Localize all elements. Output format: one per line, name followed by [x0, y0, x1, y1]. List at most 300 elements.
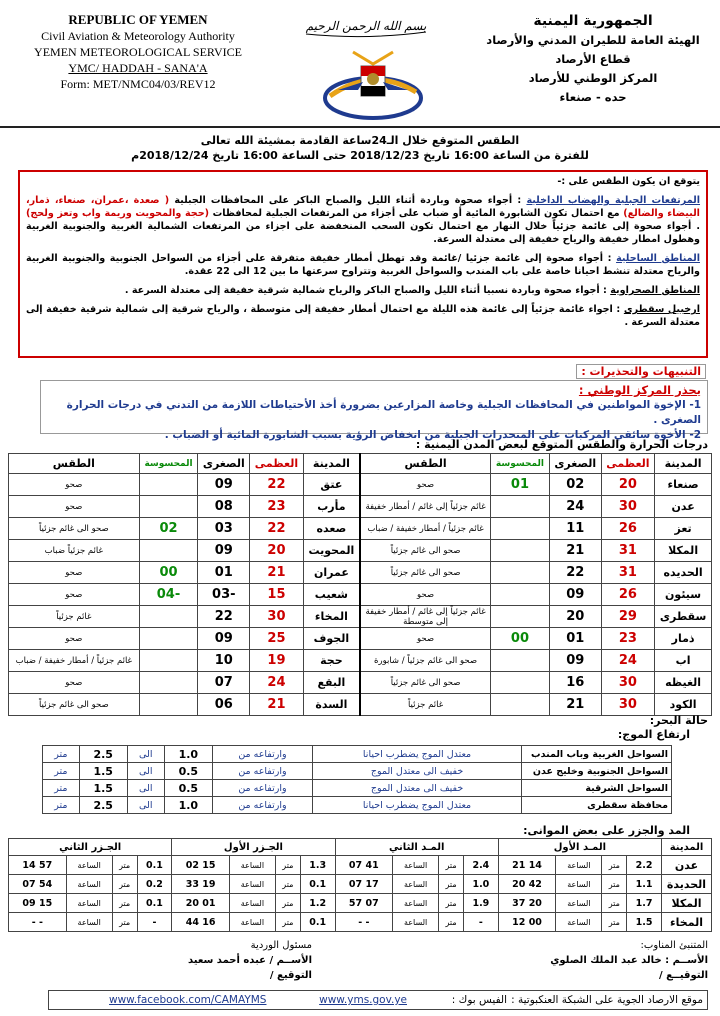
- tide-minute: 44: [185, 916, 199, 928]
- footer: [48, 990, 708, 1010]
- tide-unit: متر: [275, 894, 300, 913]
- table-row: [9, 913, 712, 932]
- weather-desc: صحو: [360, 584, 491, 606]
- header-en-line: Civil Aviation & Meteorology Authority: [41, 29, 235, 43]
- tide-col-low1: الجـزر الأول: [172, 839, 335, 856]
- city-name: عمران: [303, 562, 360, 584]
- weather-desc: صحو الى غائم جزئياً / شابورة: [360, 650, 491, 672]
- weather-desc: صحو الى غائم جزئياً: [360, 672, 491, 694]
- city-name: عدن: [655, 496, 712, 518]
- tide-unit: متر: [112, 894, 137, 913]
- city-name: تعز: [655, 518, 712, 540]
- weather-desc: صحو: [9, 562, 140, 584]
- min-temp: 01: [549, 628, 601, 650]
- max-temp: 21: [250, 694, 303, 716]
- tide-hour: 19: [202, 878, 216, 890]
- city-name: سقطرى: [655, 606, 712, 628]
- felt-temp: [491, 518, 550, 540]
- tide-minute: 07: [348, 878, 363, 890]
- tide-hour: 20: [528, 897, 542, 909]
- min-temp: 21: [549, 540, 601, 562]
- felt-temp: [139, 672, 198, 694]
- tide-minute: -: [358, 916, 363, 928]
- tide-time: [498, 856, 556, 875]
- facebook-link[interactable]: www.facebook.com/CAMAYMS: [109, 994, 267, 1006]
- tide-hour-label: الساعة: [393, 875, 439, 894]
- table-row: [9, 562, 712, 584]
- tide-col-high1: المـد الأول: [498, 839, 661, 856]
- max-temp: 15: [250, 584, 303, 606]
- weather-desc: صحو الى غائم جزئياً: [9, 694, 140, 716]
- tide-unit: متر: [112, 913, 137, 932]
- tide-unit: متر: [439, 913, 464, 932]
- tide-caption: المد والجزر على بعض الموانى:: [523, 824, 690, 837]
- table-row: [43, 780, 672, 797]
- col-max: العظمى: [601, 454, 654, 474]
- mountains-heading: المرتفعات الجبلية والهضاب الداخلية: [526, 195, 701, 206]
- header-ar-line: المركز الوطني للأرصاد: [528, 71, 658, 85]
- wave-from-label: وارتفاعه من: [212, 780, 312, 797]
- max-temp: 31: [601, 562, 654, 584]
- tide-minute: 21: [512, 859, 526, 871]
- tide-hour-label: الساعة: [229, 856, 275, 875]
- header-en-line: YEMEN METEOROLOGICAL SERVICE: [34, 45, 242, 59]
- tide-minute: 14: [22, 859, 36, 871]
- weather-desc: صحو الى غائم جزئياً: [9, 518, 140, 540]
- weather-desc: صحو الى غائم جزئياً: [360, 562, 491, 584]
- tide-height: 1.0: [463, 875, 498, 894]
- forecast-desert: [26, 284, 700, 297]
- tide-height: 1.9: [463, 894, 498, 913]
- wave-to: 2.5: [79, 797, 127, 814]
- felt-temp: [491, 540, 550, 562]
- tide-height: 1.5: [627, 913, 662, 932]
- weather-desc: غائم جزئياً إلى غائم / أمطار خفيفة: [360, 496, 491, 518]
- tide-unit: متر: [602, 875, 627, 894]
- tide-hour-label: الساعة: [66, 913, 112, 932]
- tide-time: [172, 875, 230, 894]
- min-temp: 03: [198, 518, 250, 540]
- tide-minute: 37: [512, 897, 526, 909]
- tide-height: 0.1: [300, 913, 335, 932]
- table-row: [9, 496, 712, 518]
- tide-minute: 12: [512, 916, 526, 928]
- header-arabic: [478, 12, 708, 107]
- tide-height: 0.1: [137, 894, 172, 913]
- wave-from: 0.5: [164, 780, 212, 797]
- weather-desc: صحو: [9, 474, 140, 496]
- max-temp: 30: [601, 496, 654, 518]
- wave-area: السواحل الجنوبية وخليج عدن: [522, 763, 672, 780]
- site-label: موقع الارصاد الجوية على الشبكة العنكبوتية :: [511, 994, 703, 1006]
- tide-hour-label: الساعة: [556, 875, 602, 894]
- table-row: [9, 606, 712, 628]
- tide-time: [9, 875, 67, 894]
- wave-from-label: وارتفاعه من: [212, 797, 312, 814]
- tide-unit: متر: [112, 856, 137, 875]
- max-temp: 20: [250, 540, 303, 562]
- table-row: [43, 763, 672, 780]
- desert-text: : أجواء صحوة وباردة نسبيا أثناء الليل والصباح الباكر والرياح شمالية شرقية خفيفة إلى معتدلة السرعة .: [124, 285, 607, 296]
- table-row: [9, 894, 712, 913]
- max-temp: 22: [250, 474, 303, 496]
- tide-unit: متر: [275, 913, 300, 932]
- city-name: شعيب: [303, 584, 360, 606]
- forecast-box: [18, 170, 708, 358]
- wave-area: محافظة سقطرى: [522, 797, 672, 814]
- col-weather: الطقس: [360, 454, 491, 474]
- felt-temp: [139, 628, 198, 650]
- table-row: [9, 875, 712, 894]
- table-row: [9, 672, 712, 694]
- forecast-title-block: [20, 133, 700, 163]
- city-name: صنعاء: [655, 474, 712, 496]
- cities-table-caption: درجات الحرارة والطقس المتوقع لبعض المدن اليمنية :: [415, 438, 708, 451]
- coast-text: : أجواء صحوة إلى غائمة جزئيا /غائمة وقد تهطل أمطار خفيفة متفرقة على أجزاء من السواحل الجنوبية والجنوبية الغربية والرياح معتدلة تنشط احيانا خاصة على باب المندب والسواحل الغربية وتتراوح سرعتها ما بين 12 الى 22 عقدة.: [26, 253, 700, 277]
- min-temp: 09: [549, 650, 601, 672]
- city-name: المخاء: [303, 606, 360, 628]
- forecast-coast: [26, 252, 700, 278]
- wave-to-label: الى: [127, 797, 164, 814]
- tide-time: [335, 913, 393, 932]
- mountains-regions-2: (حجة والمحويت وريمة واب وتعز ولحج): [26, 208, 209, 219]
- city-name: السدة: [303, 694, 360, 716]
- tide-hour-label: الساعة: [393, 913, 439, 932]
- socotra-text: : اجواء غائمة جزئياً إلى غائمة هذه الليلة مع احتمال أمطار خفيفة إلى متوسطة ، والرياح شرقية إلى شمالية شرقية خفيفة إلى معتدلة السرعة .: [26, 304, 700, 328]
- col-min: الصغرى: [549, 454, 601, 474]
- header-en-line: YMC/ HADDAH - SANA'A: [68, 61, 208, 75]
- tide-hour-label: الساعة: [229, 894, 275, 913]
- tide-height: 2.4: [463, 856, 498, 875]
- wave-unit: متر: [43, 763, 80, 780]
- col-max: العظمى: [250, 454, 303, 474]
- header-divider: [0, 126, 720, 128]
- sign-line: التوقيــع /: [659, 970, 708, 981]
- felt-temp: [139, 496, 198, 518]
- min-temp: 20: [549, 606, 601, 628]
- wave-to: 1.5: [79, 763, 127, 780]
- min-temp: 16: [549, 672, 601, 694]
- min-temp: 22: [549, 562, 601, 584]
- max-temp: 22: [250, 518, 303, 540]
- warnings-box: [40, 380, 708, 441]
- tide-height: 0.1: [300, 875, 335, 894]
- header: [8, 8, 712, 126]
- cities-table: [8, 453, 712, 716]
- tide-time: [335, 875, 393, 894]
- sea-state-caption: حالة البحر:: [649, 714, 708, 727]
- sign-line: الأســم / عبده أحمد سعيد: [187, 955, 312, 966]
- wave-table: [42, 745, 672, 814]
- tide-hour: 54: [38, 878, 53, 890]
- wave-from-label: وارتفاعه من: [212, 763, 312, 780]
- tide-col-city: المدينة: [662, 839, 712, 856]
- tide-unit: متر: [275, 856, 300, 875]
- tide-hour: 15: [202, 859, 216, 871]
- sign-line: مسئول الوردية: [250, 940, 312, 951]
- wave-unit: متر: [43, 780, 80, 797]
- forecast-mountains: [26, 194, 700, 246]
- warnings-heading: يحذر المركز الوطني :: [578, 383, 701, 397]
- tide-table: [8, 838, 712, 932]
- weather-desc: صحو: [9, 628, 140, 650]
- wave-from-label: وارتفاعه من: [212, 746, 312, 763]
- mountains-text: : أجواء صحوة وباردة أثناء الليل والصباح الباكر على المحافظات الجبلية: [174, 195, 522, 206]
- tide-unit: متر: [602, 894, 627, 913]
- tide-time: [9, 894, 67, 913]
- wave-desc: معتدل الموج يضطرب احيانا: [313, 746, 522, 763]
- tide-hour-label: الساعة: [556, 856, 602, 875]
- tide-hour: 57: [38, 859, 53, 871]
- shift-supervisor-signature: [112, 938, 312, 983]
- sign-line: المتنبئ المناوب:: [640, 940, 708, 951]
- tide-city: المكلا: [662, 894, 712, 913]
- max-temp: 23: [601, 628, 654, 650]
- col-city: المدينة: [655, 454, 712, 474]
- felt-temp: [491, 562, 550, 584]
- weather-desc: صحو: [360, 628, 491, 650]
- max-temp: 26: [601, 584, 654, 606]
- coast-heading: المناطق الساحلية: [616, 253, 700, 264]
- tide-time: [498, 913, 556, 932]
- tide-hour: 07: [365, 897, 379, 909]
- min-temp: 21: [549, 694, 601, 716]
- city-name: الكود: [655, 694, 712, 716]
- tide-col-low2: الجـزر الثاني: [9, 839, 172, 856]
- felt-temp: -04: [139, 584, 198, 606]
- weather-desc: غائم جزئياً ضباب: [9, 540, 140, 562]
- signatures: [12, 938, 708, 988]
- warnings-title: التنبيهات والتحذيرات :: [576, 364, 706, 379]
- weather-desc: غائم جزئياً: [360, 694, 491, 716]
- col-weather: الطقس: [9, 454, 140, 474]
- wave-desc: خفيف الى معتدل الموج: [313, 780, 522, 797]
- tide-minute: 09: [22, 897, 36, 909]
- min-temp: 09: [198, 474, 250, 496]
- site-link[interactable]: www.yms.gov.ye: [319, 994, 407, 1006]
- tide-unit: متر: [112, 875, 137, 894]
- tide-height: 1.1: [627, 875, 662, 894]
- socotra-heading: ارخبيل سقطرى: [623, 304, 700, 315]
- weather-desc: صحو الى غائم جزئياً: [360, 540, 491, 562]
- desert-heading: المناطق الصحراوية: [610, 285, 700, 296]
- forecast-socotra: [26, 303, 700, 329]
- tide-city: عدن: [662, 856, 712, 875]
- tide-hour: 15: [38, 897, 53, 909]
- forecaster-signature: [448, 938, 708, 983]
- tide-hour: 42: [528, 878, 542, 890]
- table-row: [43, 797, 672, 814]
- felt-temp: [139, 606, 198, 628]
- wave-from: 1.0: [164, 797, 212, 814]
- min-temp: 09: [198, 540, 250, 562]
- felt-temp: [139, 694, 198, 716]
- tide-time: [335, 894, 393, 913]
- tide-hour: 14: [528, 859, 542, 871]
- wave-to: 1.5: [79, 780, 127, 797]
- wave-to-label: الى: [127, 746, 164, 763]
- wave-from: 1.0: [164, 746, 212, 763]
- tide-hour-label: الساعة: [66, 856, 112, 875]
- col-min: الصغرى: [198, 454, 250, 474]
- min-temp: 11: [549, 518, 601, 540]
- tide-height: -: [463, 913, 498, 932]
- tide-time: [498, 875, 556, 894]
- tide-unit: متر: [439, 875, 464, 894]
- min-temp: 09: [549, 584, 601, 606]
- felt-temp: [491, 672, 550, 694]
- basmala-calligraphy: [296, 10, 436, 40]
- tide-height: 2.2: [627, 856, 662, 875]
- wave-desc: خفيف الى معتدل الموج: [313, 763, 522, 780]
- tide-unit: متر: [602, 856, 627, 875]
- max-temp: 31: [601, 540, 654, 562]
- tide-hour: 17: [365, 878, 379, 890]
- felt-temp: [491, 496, 550, 518]
- city-name: المحويت: [303, 540, 360, 562]
- tide-height: 0.1: [137, 856, 172, 875]
- header-en-line: REPUBLIC OF YEMEN: [68, 12, 208, 27]
- header-en-line: Form: MET/NMC04/03/REV12: [60, 77, 216, 91]
- tide-hour-label: الساعة: [556, 913, 602, 932]
- max-temp: 30: [601, 672, 654, 694]
- tide-unit: متر: [439, 856, 464, 875]
- max-temp: 29: [601, 606, 654, 628]
- city-name: سيئون: [655, 584, 712, 606]
- tide-height: 1.2: [300, 894, 335, 913]
- sign-line: الأســم : خالد عبد الملك الصلوي: [550, 955, 708, 966]
- tide-hour-label: الساعة: [393, 894, 439, 913]
- tide-city: المخاء: [662, 913, 712, 932]
- wave-area: السواحل الشرقية: [522, 780, 672, 797]
- tide-time: [9, 913, 67, 932]
- facebook-label: الفيس بوك :: [451, 994, 507, 1006]
- tide-minute: 33: [185, 878, 199, 890]
- min-temp: 01: [198, 562, 250, 584]
- wave-unit: متر: [43, 797, 80, 814]
- felt-temp: [491, 606, 550, 628]
- tide-height: 1.3: [300, 856, 335, 875]
- felt-temp: [139, 540, 198, 562]
- wave-height-caption: ارتفاع الموج:: [617, 728, 690, 741]
- weather-desc: صحو: [360, 474, 491, 496]
- min-temp: 07: [198, 672, 250, 694]
- max-temp: 24: [250, 672, 303, 694]
- wave-desc: معتدل الموج يضطرب احيانا: [313, 797, 522, 814]
- max-temp: 30: [250, 606, 303, 628]
- tide-city: الحديدة: [662, 875, 712, 894]
- tide-height: 0.2: [137, 875, 172, 894]
- felt-temp: 01: [491, 474, 550, 496]
- tide-minute: 07: [348, 859, 363, 871]
- tide-time: [172, 894, 230, 913]
- tide-header-row: [9, 839, 712, 856]
- city-name: عتق: [303, 474, 360, 496]
- table-row: [9, 474, 712, 496]
- tide-hour: 00: [528, 916, 542, 928]
- max-temp: 30: [601, 694, 654, 716]
- wave-from: 0.5: [164, 763, 212, 780]
- sign-line: التوقيع /: [269, 970, 312, 981]
- tide-height: 1.7: [627, 894, 662, 913]
- warning-item: 1- الإخوة المواطنين في المحافظات الجبلية وخاصة المزارعين بضرورة أخذ الأحتياطات اللازمة من التدني في درجات الحرارة الصغرى .: [66, 399, 701, 426]
- min-temp: 06: [198, 694, 250, 716]
- table-row: [9, 518, 712, 540]
- col-obs: المحسوسة: [139, 454, 198, 474]
- header-ar-line: الهيئة العامة للطيران المدني والأرصاد: [486, 33, 700, 47]
- mountains-text-2: مع احتمال تكون الشابورة المائية أو ضباب على أجزاء من المرتفعات الجبلية لمحافظات: [212, 208, 620, 219]
- min-temp: 08: [198, 496, 250, 518]
- city-name: حجة: [303, 650, 360, 672]
- city-name: البقع: [303, 672, 360, 694]
- felt-temp: [139, 474, 198, 496]
- tide-hour-label: الساعة: [556, 894, 602, 913]
- city-name: ذمار: [655, 628, 712, 650]
- tide-hour: 01: [202, 897, 216, 909]
- tide-col-high2: المـد الثاني: [335, 839, 498, 856]
- weather-desc: صحو: [9, 584, 140, 606]
- tide-minute: 07: [22, 878, 36, 890]
- table-row: [9, 628, 712, 650]
- tide-hour: -: [38, 916, 43, 928]
- svg-text:بسم الله الرحمن الرحيم: بسم الله الرحمن الرحيم: [305, 19, 427, 33]
- tide-hour: -: [365, 916, 370, 928]
- min-temp: 10: [198, 650, 250, 672]
- weather-desc: غائم جزئياً / أمطار خفيفة / ضباب: [9, 650, 140, 672]
- tide-unit: متر: [275, 875, 300, 894]
- tide-hour: 16: [202, 916, 216, 928]
- wave-to: 2.5: [79, 746, 127, 763]
- tide-height: -: [137, 913, 172, 932]
- wave-to-label: الى: [127, 780, 164, 797]
- weather-desc: صحو: [9, 672, 140, 694]
- max-temp: 19: [250, 650, 303, 672]
- col-obs: المحسوسة: [491, 454, 550, 474]
- min-temp: 22: [198, 606, 250, 628]
- weather-desc: غائم جزئياً: [9, 606, 140, 628]
- max-temp: 25: [250, 628, 303, 650]
- tide-time: [335, 856, 393, 875]
- tide-hour-label: الساعة: [66, 894, 112, 913]
- felt-temp: [491, 650, 550, 672]
- tide-time: [498, 894, 556, 913]
- city-name: المكلا: [655, 540, 712, 562]
- max-temp: 23: [250, 496, 303, 518]
- felt-temp: 02: [139, 518, 198, 540]
- tide-hour-label: الساعة: [229, 913, 275, 932]
- table-row: [43, 746, 672, 763]
- tide-unit: متر: [439, 894, 464, 913]
- tide-hour-label: الساعة: [393, 856, 439, 875]
- city-name: الحديده: [655, 562, 712, 584]
- min-temp: 02: [549, 474, 601, 496]
- tide-hour-label: الساعة: [229, 875, 275, 894]
- felt-temp: [491, 584, 550, 606]
- wave-unit: متر: [43, 746, 80, 763]
- tide-minute: -: [31, 916, 36, 928]
- tide-hour: 41: [365, 859, 379, 871]
- table-row: [9, 650, 712, 672]
- forecast-title: الطقس المتوقع خلال الـ24ساعة القادمة بمشيئة الله تعالى: [200, 134, 520, 147]
- mountains-text-3: . أجواء صحوة إلى غائمة جزئياً خلال النهار مع احتمال تكون السحب المنخفضة على اجزاء من المرتفعات الشمالية الغربية والجنوبية الغربية وهطول امطار خفيفة والرياح خفيفة إلى معتدلة السرعة.: [26, 221, 700, 245]
- table-row: [9, 694, 712, 716]
- mountains-regions: ( صعدة ،عمران، صنعاء، ذمار، البيضاء والضالع): [26, 195, 700, 219]
- caymsa-logo: [318, 46, 428, 128]
- max-temp: 21: [250, 562, 303, 584]
- tide-time: [172, 856, 230, 875]
- tide-unit: متر: [602, 913, 627, 932]
- tide-minute: 20: [512, 878, 526, 890]
